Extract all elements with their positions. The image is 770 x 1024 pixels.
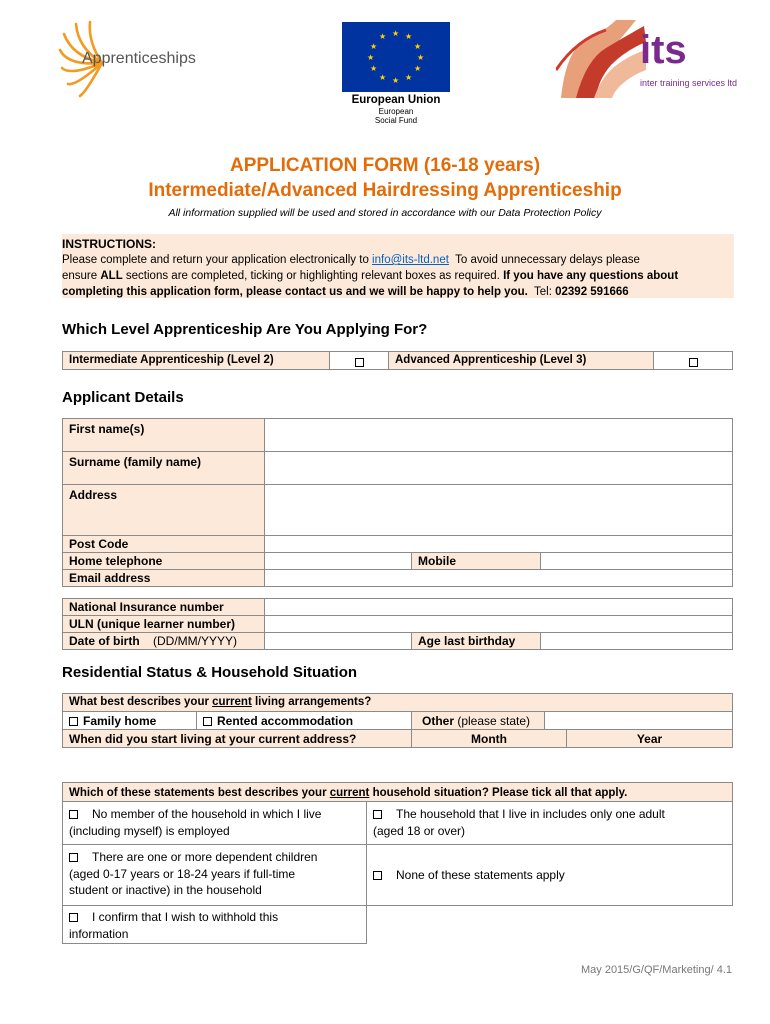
post-code-field[interactable] xyxy=(264,535,733,553)
surname-text: Surname (family name) xyxy=(69,455,202,469)
rented-option[interactable] xyxy=(196,711,412,730)
instructions-tel: 02392 591666 xyxy=(555,286,629,298)
household-option-line xyxy=(69,849,360,866)
residential-heading: Residential Status & Household Situation xyxy=(62,664,358,681)
other-label xyxy=(411,711,545,730)
post-code-text: Post Code xyxy=(69,537,129,551)
post-code-label xyxy=(62,535,265,553)
checkbox-icon xyxy=(69,853,78,862)
instructions-line3 xyxy=(62,284,734,300)
first-name-text: First name(s) xyxy=(69,422,145,436)
other-text: Other xyxy=(422,714,455,728)
form-title: APPLICATION FORM (16-18 years) xyxy=(229,155,541,176)
surname-label xyxy=(62,451,265,485)
email-address-field[interactable] xyxy=(264,569,733,587)
address-label xyxy=(62,484,265,536)
option-text: student or inactive) in the household xyxy=(69,883,262,897)
household-option-no-employment[interactable] xyxy=(62,801,367,845)
option-text: The household that I live in includes only one adult xyxy=(396,807,665,821)
eu-star-icon: ★ xyxy=(370,42,378,51)
age-label xyxy=(411,632,541,650)
option-text: (aged 18 or over) xyxy=(373,823,466,838)
household-table xyxy=(62,782,733,944)
instructions-help: If you have any questions about xyxy=(503,270,679,282)
household-option-one-adult[interactable] xyxy=(366,801,733,845)
its-logo-text: its xyxy=(640,28,687,72)
checkbox-icon xyxy=(203,717,212,726)
dob-label xyxy=(62,632,265,650)
age-field[interactable] xyxy=(540,632,733,650)
month-field[interactable] xyxy=(411,729,567,748)
option-text: There are one or more dependent children xyxy=(92,850,318,864)
household-option-line xyxy=(69,806,360,823)
eu-star-icon: ★ xyxy=(414,42,422,51)
its-company-name: inter training services ltd xyxy=(640,78,738,88)
identifiers-table xyxy=(62,598,733,650)
apprenticeships-logo-text: Apprenticeships xyxy=(82,50,196,67)
household-option-none-apply[interactable] xyxy=(366,844,733,906)
household-question xyxy=(62,782,733,802)
ni-number-field[interactable] xyxy=(264,598,733,616)
dob-field[interactable] xyxy=(264,632,412,650)
home-telephone-label xyxy=(62,552,265,570)
checkbox-icon xyxy=(373,871,382,880)
eu-star-icon: ★ xyxy=(367,53,375,62)
email-address-text: Email address xyxy=(69,571,151,585)
living-question xyxy=(62,693,733,712)
eu-logo xyxy=(340,22,452,128)
mobile-field[interactable] xyxy=(540,552,733,570)
household-question-current: current xyxy=(329,787,370,799)
household-question-text: Which of these statements best describes your xyxy=(69,787,330,799)
its-swirl-icon xyxy=(556,20,646,100)
email-link[interactable]: info@its-ltd.net xyxy=(372,254,449,266)
uln-label xyxy=(62,615,265,633)
its-logo xyxy=(556,20,750,100)
address-text: Address xyxy=(69,488,118,502)
option-text: No member of the household in which I live xyxy=(92,807,322,821)
option-text: (including myself) is employed xyxy=(69,823,230,838)
instructions-heading: INSTRUCTIONS: xyxy=(62,237,156,251)
eu-flag-icon xyxy=(342,22,450,92)
family-home-option[interactable] xyxy=(62,711,197,730)
applicant-heading: Applicant Details xyxy=(62,389,184,406)
eu-name: European Union xyxy=(351,94,441,106)
instructions-all: ALL xyxy=(100,270,123,282)
age-text: Age last birthday xyxy=(418,634,516,648)
family-home-text: Family home xyxy=(83,714,157,728)
level-advanced-text: Advanced Apprenticeship (Level 3) xyxy=(395,354,587,366)
home-telephone-text: Home telephone xyxy=(69,554,163,568)
eu-star-icon: ★ xyxy=(392,29,400,38)
checkbox-icon xyxy=(69,913,78,922)
email-address-label xyxy=(62,569,265,587)
instructions-line2 xyxy=(62,268,734,284)
eu-star-icon: ★ xyxy=(414,64,422,73)
household-option-dependent-children[interactable] xyxy=(62,844,367,906)
checkbox-icon xyxy=(689,358,698,367)
dob-text: Date of birth xyxy=(69,634,140,648)
level-intermediate-label xyxy=(62,351,330,370)
uln-text: ULN (unique learner number) xyxy=(69,617,236,631)
month-text: Month xyxy=(471,732,507,746)
eu-fund-line2: Social Fund xyxy=(374,116,418,125)
eu-star-icon: ★ xyxy=(370,64,378,73)
apprenticeships-logo xyxy=(58,18,238,108)
start-living-text: When did you start living at your current address? xyxy=(69,732,357,746)
level-intermediate-text: Intermediate Apprenticeship (Level 2) xyxy=(69,354,274,366)
instructions-box xyxy=(62,234,734,298)
footer-reference: May 2015/G/QF/Marketing/ 4.1 xyxy=(580,964,732,976)
start-living-label xyxy=(62,729,412,748)
option-text: (aged 0-17 years or 18-24 years if full-time xyxy=(69,866,296,881)
other-note: (please state) xyxy=(454,714,531,728)
data-protection-note: All information supplied will be used and stored in accordance with our Data Protection Policy xyxy=(168,207,602,219)
mobile-text: Mobile xyxy=(418,554,456,568)
dob-format: (DD/MM/YYYY) xyxy=(153,634,238,648)
rented-text: Rented accommodation xyxy=(217,714,354,728)
eu-star-icon: ★ xyxy=(405,73,413,82)
instructions-tel-label: Tel: xyxy=(527,286,556,298)
other-field[interactable] xyxy=(544,711,733,730)
applicant-table xyxy=(62,418,733,587)
mobile-label xyxy=(411,552,541,570)
checkbox-icon xyxy=(355,358,364,367)
eu-star-icon: ★ xyxy=(405,32,413,41)
household-option-line xyxy=(373,806,726,823)
level-heading: Which Level Apprenticeship Are You Applying For? xyxy=(62,321,428,338)
instructions-text: sections are completed, ticking or highlighting relevant boxes as required. xyxy=(122,270,504,282)
eu-star-icon: ★ xyxy=(392,76,400,85)
ni-number-label xyxy=(62,598,265,616)
home-telephone-field[interactable] xyxy=(264,552,412,570)
option-text: information xyxy=(69,926,129,941)
checkbox-icon xyxy=(69,717,78,726)
option-text: None of these statements apply xyxy=(396,868,565,882)
household-question-text: household situation? Please tick all that apply. xyxy=(369,787,628,799)
instructions-text: ensure xyxy=(62,270,101,282)
instructions-text: Please complete and return your application electronically to xyxy=(62,254,373,266)
household-option-withhold[interactable] xyxy=(62,905,367,944)
surname-field[interactable] xyxy=(264,451,733,485)
checkbox-icon xyxy=(373,810,382,819)
option-text: I confirm that I wish to withhold this xyxy=(92,910,279,924)
eu-star-icon: ★ xyxy=(417,53,425,62)
level-advanced-checkbox[interactable] xyxy=(653,351,733,370)
eu-star-icon: ★ xyxy=(379,32,387,41)
eu-fund-line1: European xyxy=(378,107,414,116)
year-text: Year xyxy=(636,732,663,746)
instructions-text: To avoid unnecessary delays please xyxy=(448,254,640,266)
level-table xyxy=(62,351,733,370)
living-question-text: What best describes your xyxy=(69,696,213,708)
uln-field[interactable] xyxy=(264,615,733,633)
household-option-line xyxy=(69,909,360,926)
living-question-text: living arrangements? xyxy=(251,696,372,708)
form-subtitle: Intermediate/Advanced Hairdressing Apprenticeship xyxy=(148,180,622,201)
living-question-current: current xyxy=(212,696,252,708)
instructions-line1 xyxy=(62,252,734,268)
residential-table xyxy=(62,693,733,751)
eu-star-icon: ★ xyxy=(379,73,387,82)
instructions-help: completing this application form, please contact us and we will be happy to help you. xyxy=(62,286,528,298)
address-field[interactable] xyxy=(264,484,733,536)
ni-number-text: National Insurance number xyxy=(69,600,224,614)
checkbox-icon xyxy=(69,810,78,819)
level-advanced-label xyxy=(388,351,654,370)
first-name-field[interactable] xyxy=(264,418,733,452)
level-intermediate-checkbox[interactable] xyxy=(329,351,389,370)
first-name-label xyxy=(62,418,265,452)
year-field[interactable] xyxy=(566,729,733,748)
